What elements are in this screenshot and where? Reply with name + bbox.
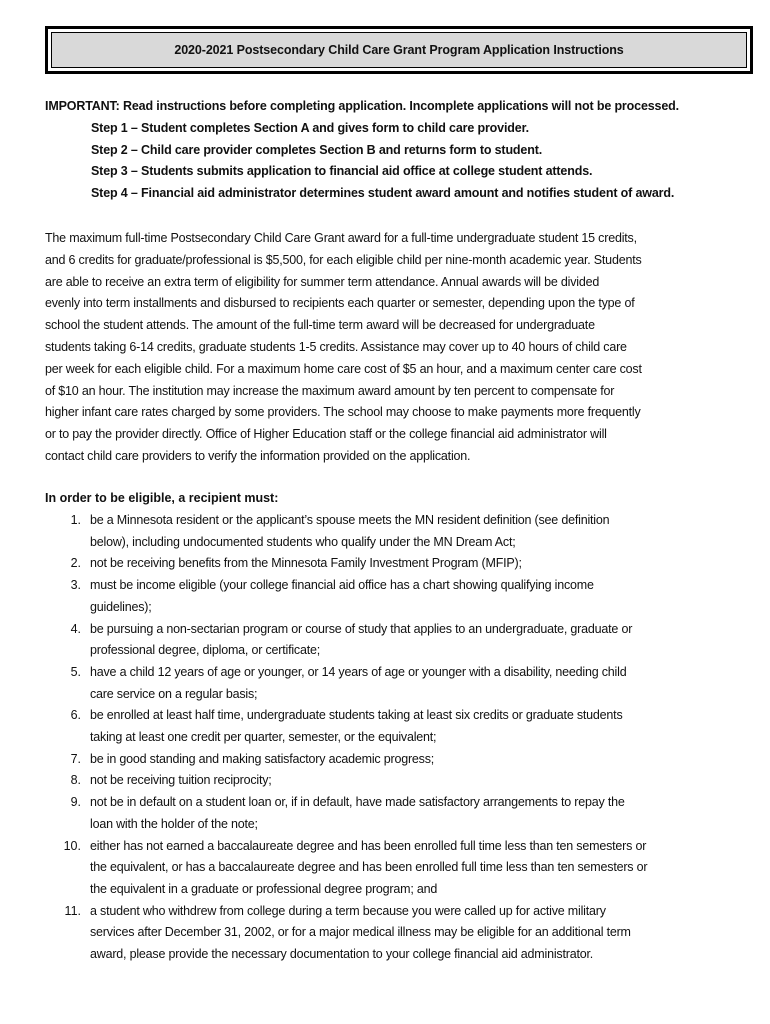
criteria-line: either has not earned a baccalaureate degree and has been enrolled full time less than ten semesters or (90, 838, 647, 853)
criteria-item (45, 575, 745, 618)
criteria-item (45, 836, 745, 901)
criteria-line: be in good standing and making satisfactory academic progress; (90, 751, 435, 766)
criteria-item (45, 662, 745, 705)
paragraph-line: The maximum full-time Postsecondary Child Care Grant award for a full-time undergraduate student 15 credits, (45, 231, 637, 245)
criteria-number: 3. (70, 578, 81, 593)
paragraph-line: school the student attends. The amount of the full-time term award will be decreased for undergraduate (45, 318, 595, 333)
step-3: Step 3 – Students submits application to financial aid office at college student attends. (91, 164, 593, 178)
criteria-line: loan with the holder of the note; (90, 816, 258, 831)
criteria-number: 8. (70, 773, 81, 788)
criteria-line: be enrolled at least half time, undergraduate students taking at least six credits or graduate students (90, 708, 623, 723)
paragraph-line: higher infant care rates charged by some providers. The school may choose to make payments more frequently (45, 405, 641, 420)
criteria-number: 4. (70, 621, 81, 636)
criteria-number: 11. (64, 903, 81, 918)
criteria-number: 5. (70, 664, 81, 679)
criteria-item (45, 553, 745, 575)
step-1: Step 1 – Student completes Section A and gives form to child care provider. (91, 121, 529, 135)
title-box (45, 26, 753, 74)
paragraph-line: per week for each eligible child. For a maximum home care cost of $5 an hour, and a maximum center care cost (45, 361, 642, 376)
paragraph-line: of $10 an hour. The institution may increase the maximum award amount by ten percent to compensate for (45, 383, 615, 398)
criteria-line: professional degree, diploma, or certificate; (90, 643, 321, 658)
criteria-number: 10. (63, 838, 81, 853)
criteria-line: must be income eligible (your college financial aid office has a chart showing qualifying income (90, 578, 594, 593)
criteria-item (45, 770, 745, 792)
criteria-number: 6. (70, 708, 81, 723)
criteria-line: a student who withdrew from college during a term because you were called up for active military (90, 903, 606, 918)
criteria-line: be a Minnesota resident or the applicant’s spouse meets the MN resident definition (see definition (90, 513, 610, 527)
eligibility-heading: In order to be eligible, a recipient must: (45, 491, 279, 505)
criteria-line: be pursuing a non-sectarian program or course of study that applies to an undergraduate, graduate or (90, 621, 633, 636)
criteria-line: the equivalent, or has a baccalaureate degree and has been enrolled full time less than ten semesters or (90, 860, 648, 875)
criteria-line: below), including undocumented students who qualify under the MN Dream Act; (90, 534, 516, 549)
criteria-number: 2. (70, 556, 81, 571)
criteria-number: 7. (70, 751, 81, 766)
criteria-line: services after December 31, 2002, or for a major medical illness may be eligible for an additional term (90, 925, 631, 940)
criteria-item (45, 619, 745, 662)
criteria-line: not be receiving benefits from the Minnesota Family Investment Program (MFIP); (90, 556, 522, 571)
criteria-line: not be receiving tuition reciprocity; (90, 773, 272, 788)
criteria-number: 9. (70, 795, 81, 810)
criteria-line: have a child 12 years of age or younger, or 14 years of age or younger with a disability, needing child (90, 664, 627, 679)
eligibility-criteria-list (45, 510, 745, 966)
paragraph-line: evenly into term installments and disbursed to recipients each quarter or semester, depending upon the type of (45, 296, 635, 311)
paragraph-line: and 6 credits for graduate/professional is $5,500, for each eligible child per nine-month academic year. Students (45, 252, 642, 267)
criteria-line: award, please provide the necessary documentation to your college financial aid administrator. (90, 947, 594, 962)
paragraph-line: are able to receive an extra term of eligibility for summer term attendance. Annual awards will be divided (45, 274, 600, 289)
criteria-line: taking at least one credit per quarter, semester, or the equivalent; (90, 730, 437, 745)
award-paragraph (45, 228, 745, 468)
criteria-item (45, 749, 745, 771)
paragraph-line: contact child care providers to verify the information provided on the application. (45, 448, 471, 463)
criteria-item (45, 510, 745, 553)
criteria-item (45, 901, 745, 966)
important-notice: IMPORTANT: Read instructions before completing application. Incomplete applications will not be processed. (45, 99, 679, 113)
criteria-line: the equivalent in a graduate or professional degree program; and (90, 881, 438, 896)
criteria-line: not be in default on a student loan or, if in default, have made satisfactory arrangements to repay the (90, 795, 625, 810)
criteria-line: guidelines); (90, 599, 152, 614)
criteria-item (45, 705, 745, 748)
steps-list (91, 118, 751, 204)
step-2: Step 2 – Child care provider completes Section B and returns form to student. (91, 142, 543, 157)
criteria-number: 1. (70, 513, 81, 527)
criteria-item (45, 792, 745, 835)
criteria-line: care service on a regular basis; (90, 686, 258, 701)
document-title: 2020-2021 Postsecondary Child Care Grant Program Application Instructions (51, 32, 747, 68)
paragraph-line: or to pay the provider directly. Office of Higher Education staff or the college financial aid administrator will (45, 427, 607, 442)
paragraph-line: students taking 6-14 credits, graduate students 1-5 credits. Assistance may cover up to 40 hours of child care (45, 339, 627, 354)
step-4: Step 4 – Financial aid administrator determines student award amount and notifies student of award. (91, 185, 675, 200)
